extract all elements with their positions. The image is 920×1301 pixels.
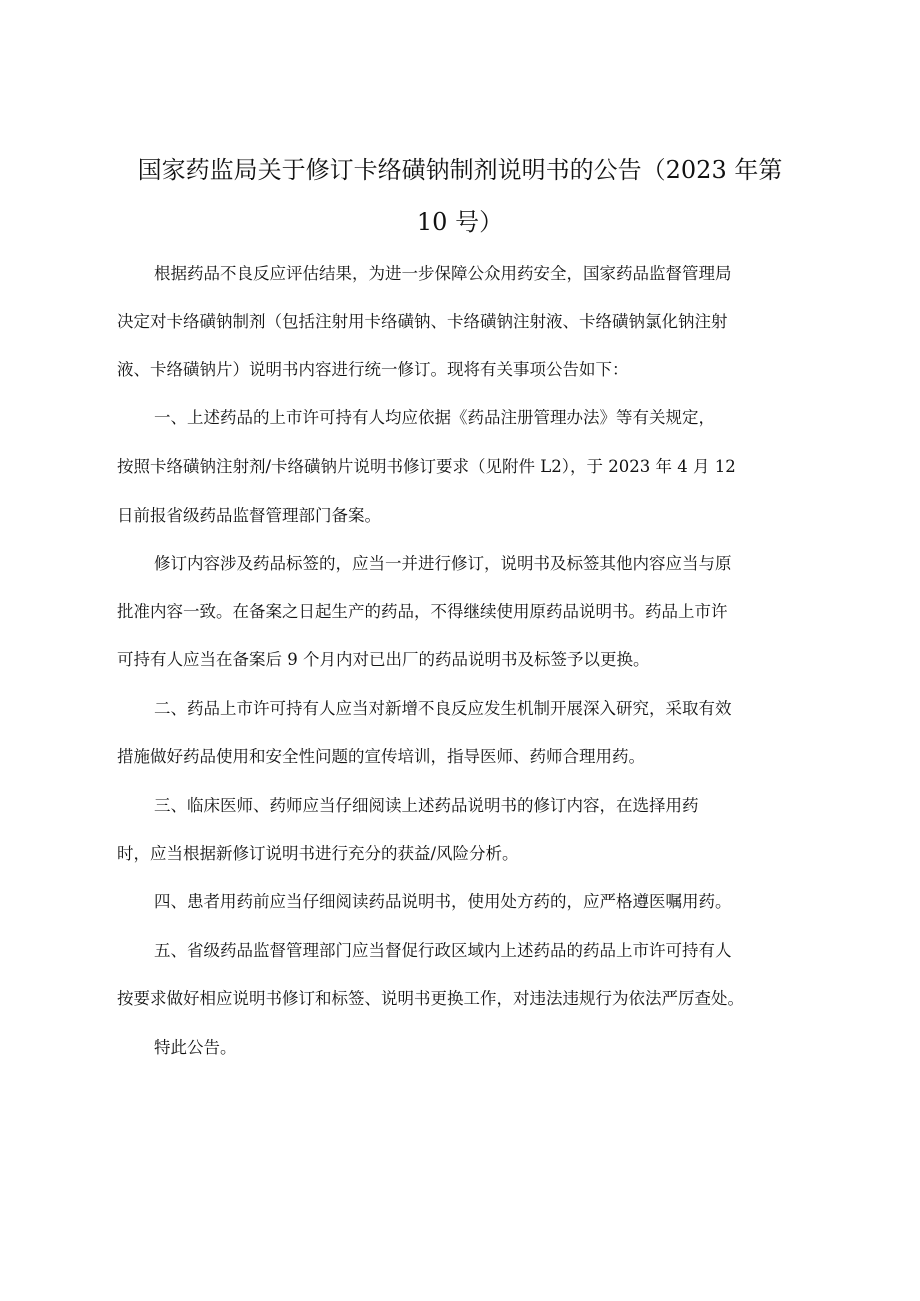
paragraph-line: 批准内容一致。在备案之日起生产的药品，不得继续使用原药品说明书。药品上市许 (117, 602, 728, 621)
paragraph-line: 可持有人应当在备案后 9 个月内对已出厂的药品说明书及标签予以更换。 (117, 650, 650, 669)
paragraph-line: 四、患者用药前应当仔细阅读药品说明书，使用处方药的，应严格遵医嘱用药。 (154, 892, 732, 911)
document-title-line-1: 国家药监局关于修订卡络磺钠制剂说明书的公告（2023 年第 (137, 156, 783, 184)
paragraph-line: 日前报省级药品监督管理部门备案。 (117, 506, 381, 525)
paragraph-line: 特此公告。 (154, 1038, 237, 1057)
paragraph-line: 液、卡络磺钠片）说明书内容进行统一修订。现将有关事项公告如下： (117, 360, 629, 379)
paragraph-line: 三、临床医师、药师应当仔细阅读上述药品说明书的修订内容，在选择用药 (154, 796, 699, 815)
paragraph-line: 按照卡络磺钠注射剂/卡络磺钠片说明书修订要求（见附件 L2），于 2023 年 4 月 12 (117, 457, 736, 476)
paragraph-line: 决定对卡络磺钠制剂（包括注射用卡络磺钠、卡络磺钠注射液、卡络磺钠氯化钠注射 (117, 312, 728, 331)
paragraph-line: 修订内容涉及药品标签的，应当一并进行修订，说明书及标签其他内容应当与原 (154, 554, 732, 573)
paragraph-line: 措施做好药品使用和安全性问题的宣传培训，指导医师、药师合理用药。 (117, 747, 645, 766)
paragraph-line: 一、上述药品的上市许可持有人均应依据《药品注册管理办法》等有关规定， (154, 408, 715, 427)
paragraph-line: 按要求做好相应说明书修订和标签、说明书更换工作，对违法违规行为依法严厉查处。 (117, 989, 744, 1008)
paragraph-line: 五、省级药品监督管理部门应当督促行政区域内上述药品的药品上市许可持有人 (154, 941, 732, 960)
paragraph-line: 二、药品上市许可持有人应当对新增不良反应发生机制开展深入研究，采取有效 (154, 699, 732, 718)
paragraph-line: 根据药品不良反应评估结果，为进一步保障公众用药安全，国家药品监督管理局 (154, 264, 732, 283)
paragraph-line: 时，应当根据新修订说明书进行充分的获益/风险分析。 (117, 844, 519, 863)
document-title-line-2: 10 号） (416, 208, 504, 236)
